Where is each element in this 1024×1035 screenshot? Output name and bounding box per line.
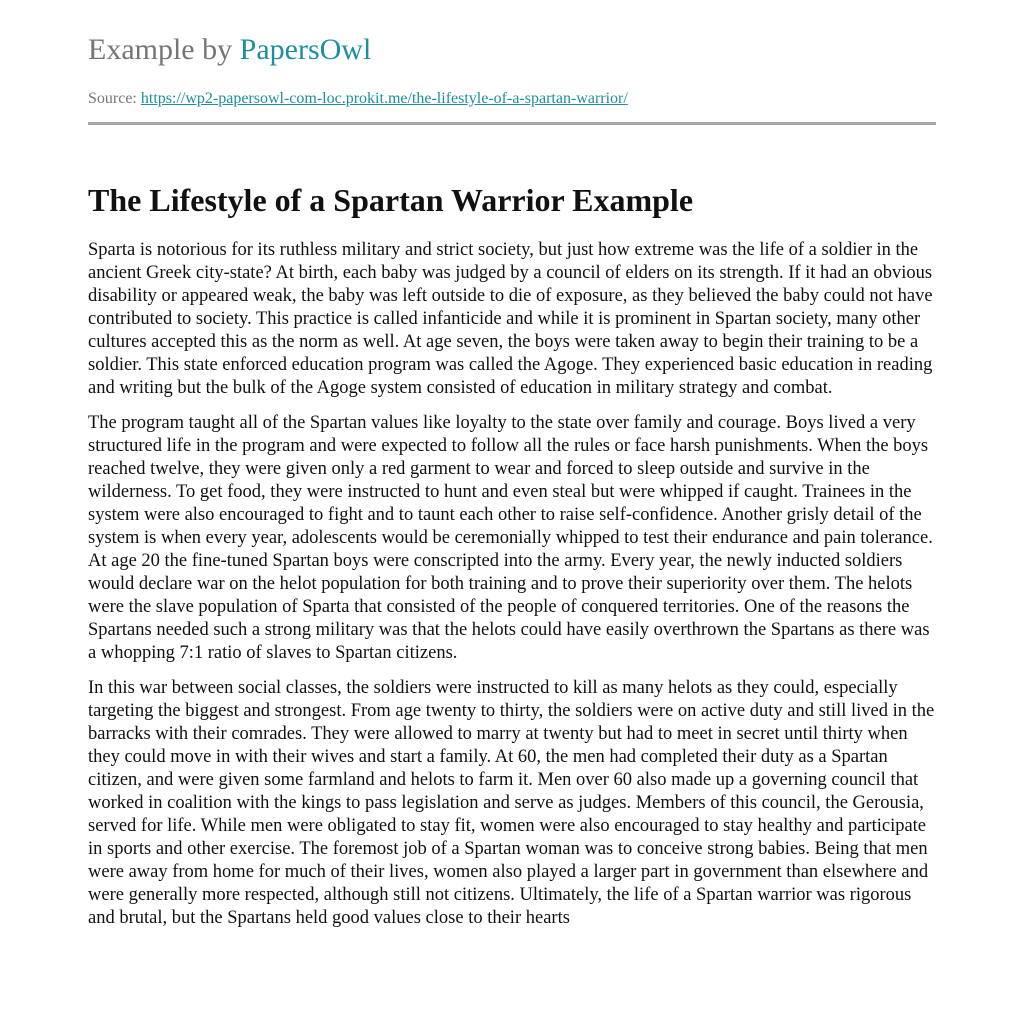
- article-paragraph: The program taught all of the Spartan values like loyalty to the state over family and courage. Boys lived a very structured life in the program and were expected to follow all the rules or face harsh punishments. When the boys reached twelve, they were given only a red garment to wear and forced to sleep outside and survive in the wilderness. To get food, they were instructed to hunt and even steal but were whipped if caught. Trainees in the system were also encouraged to fight and to taunt each other to raise self-confidence. Another grisly detail of the system is when every year, adolescents would be ceremonially whipped to test their endurance and pain tolerance. At age 20 the fine-tuned Spartan boys were conscripted into the army. Every year, the newly inducted soldiers would declare war on the helot population for both training and to prove their superiority over them. The helots were the slave population of Sparta that consisted of the people of conquered territories. One of the reasons the Spartans needed such a strong military was that the helots could have easily overthrown the Spartans as there was a whopping 7:1 ratio of slaves to Spartan citizens.: [88, 413, 933, 663]
- brand-name-link[interactable]: PapersOwl: [239, 33, 372, 66]
- brand-header: [88, 30, 371, 70]
- source-label: Source:: [88, 90, 137, 107]
- article-body: [88, 239, 938, 942]
- header-divider: [88, 122, 936, 125]
- source-line: [88, 89, 628, 109]
- article-title: The Lifestyle of a Spartan Warrior Example: [88, 182, 694, 218]
- source-url-link[interactable]: https://wp2-papersowl-com-loc.prokit.me/the-lifestyle-of-a-spartan-warrior/: [140, 90, 628, 107]
- article-paragraph: In this war between social classes, the soldiers were instructed to kill as many helots as they could, especially targeting the biggest and strongest. From age twenty to thirty, the soldiers were on active duty and still lived in the barracks with their comrades. They were allowed to marry at twenty but had to meet in secret until thirty when they could move in with their wives and start a family. At 60, the men had completed their duty as a Spartan citizen, and were given some farmland and helots to farm it. Men over 60 also made up a governing council that worked in coalition with the kings to pass legislation and serve as judges. Members of this council, the Gerousia, served for life. While men were obligated to stay fit, women were also encouraged to stay healthy and participate in sports and other exercise. The foremost job of a Spartan woman was to conceive strong babies. Being that men were away from home for much of their lives, women also played a larger part in government than elsewhere and were generally more respected, although still not citizens. Ultimately, the life of a Spartan warrior was rigorous and brutal, but the Spartans held good values close to their hearts: [88, 678, 935, 928]
- brand-prefix: Example by: [88, 33, 233, 66]
- article-paragraph: Sparta is notorious for its ruthless military and strict society, but just how extreme was the life of a soldier in the ancient Greek city-state? At birth, each baby was judged by a council of elders on its strength. If it had an obvious disability or appeared weak, the baby was left outside to die of exposure, as they believed the baby could not have contributed to society. This practice is called infanticide and while it is prominent in Spartan society, many other cultures accepted this as the norm as well. At age seven, the boys were taken away to begin their training to be a soldier. This state enforced education program was called the Agoge. They experienced basic education in reading and writing but the bulk of the Agoge system consisted of education in military strategy and combat.: [88, 240, 933, 398]
